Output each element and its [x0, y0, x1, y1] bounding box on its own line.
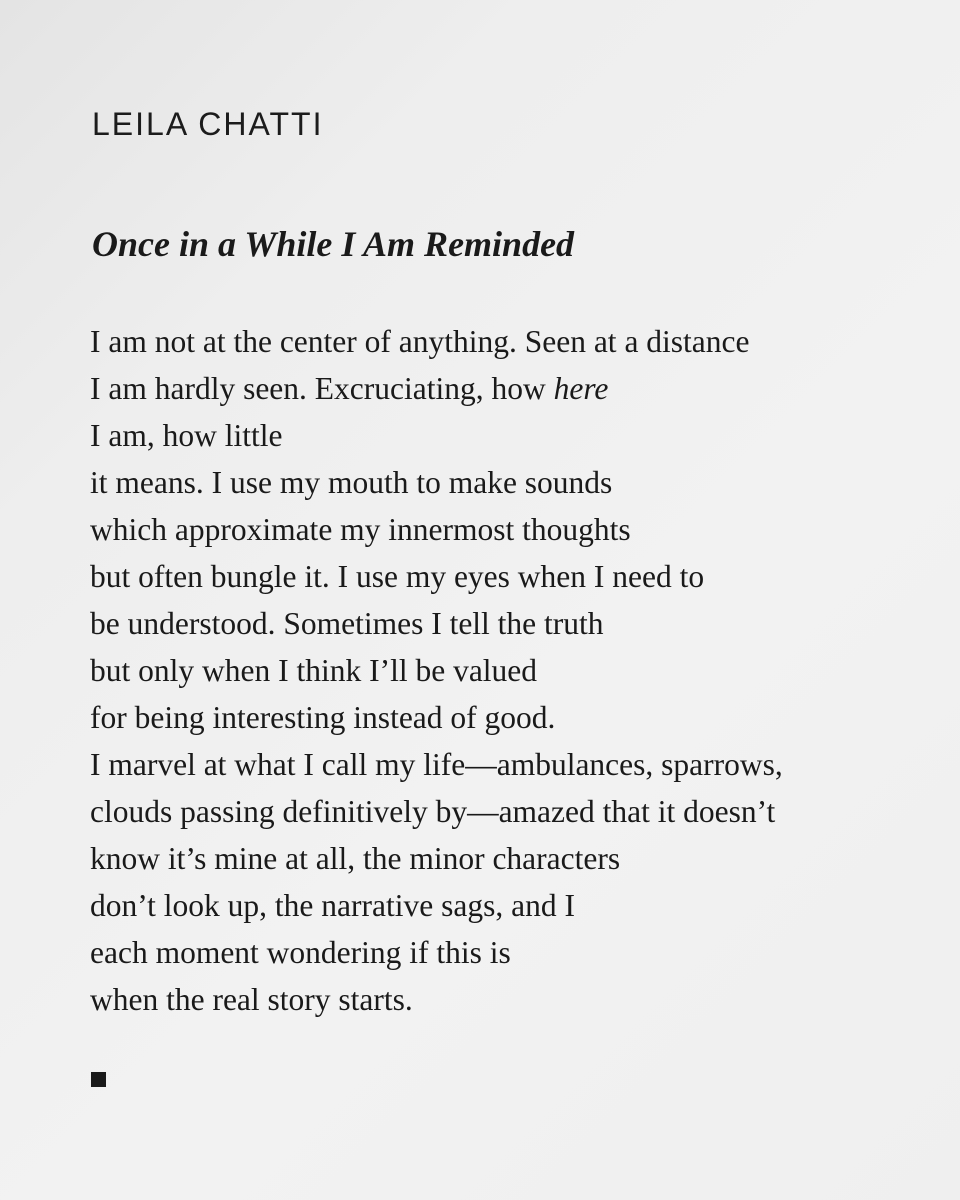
poem-line: I marvel at what I call my life—ambulances, sparrows, — [90, 747, 783, 782]
poem-line: which approximate my innermost thoughts — [90, 512, 631, 547]
poem-line: I am, how little — [90, 418, 283, 453]
poem-line: each moment wondering if this is — [90, 935, 511, 970]
poem-body — [90, 318, 950, 1023]
poem-line: clouds passing definitively by—amazed that it doesn’t — [90, 794, 776, 829]
poem-line: but only when I think I’ll be valued — [90, 653, 538, 688]
poem-line: it means. I use my mouth to make sounds — [90, 465, 613, 500]
poem-line: but often bungle it. I use my eyes when I need to — [90, 559, 705, 594]
poem-line-text: I am hardly seen. Excruciating, how — [90, 371, 554, 406]
poem-line: I am not at the center of anything. Seen at a distance — [90, 324, 750, 359]
poem-line: for being interesting instead of good. — [90, 700, 556, 735]
author-name: LEILA CHATTI — [92, 106, 324, 142]
emphasized-word: here — [553, 371, 609, 406]
poem-line: be understood. Sometimes I tell the truth — [90, 606, 604, 641]
poem-line: don’t look up, the narrative sags, and I — [90, 888, 575, 923]
poem-line — [90, 365, 950, 412]
poem-line: know it’s mine at all, the minor characters — [90, 841, 621, 876]
poem-title: Once in a While I Am Reminded — [92, 224, 575, 264]
black-square-icon — [91, 1072, 106, 1087]
poem-line: when the real story starts. — [90, 982, 413, 1017]
